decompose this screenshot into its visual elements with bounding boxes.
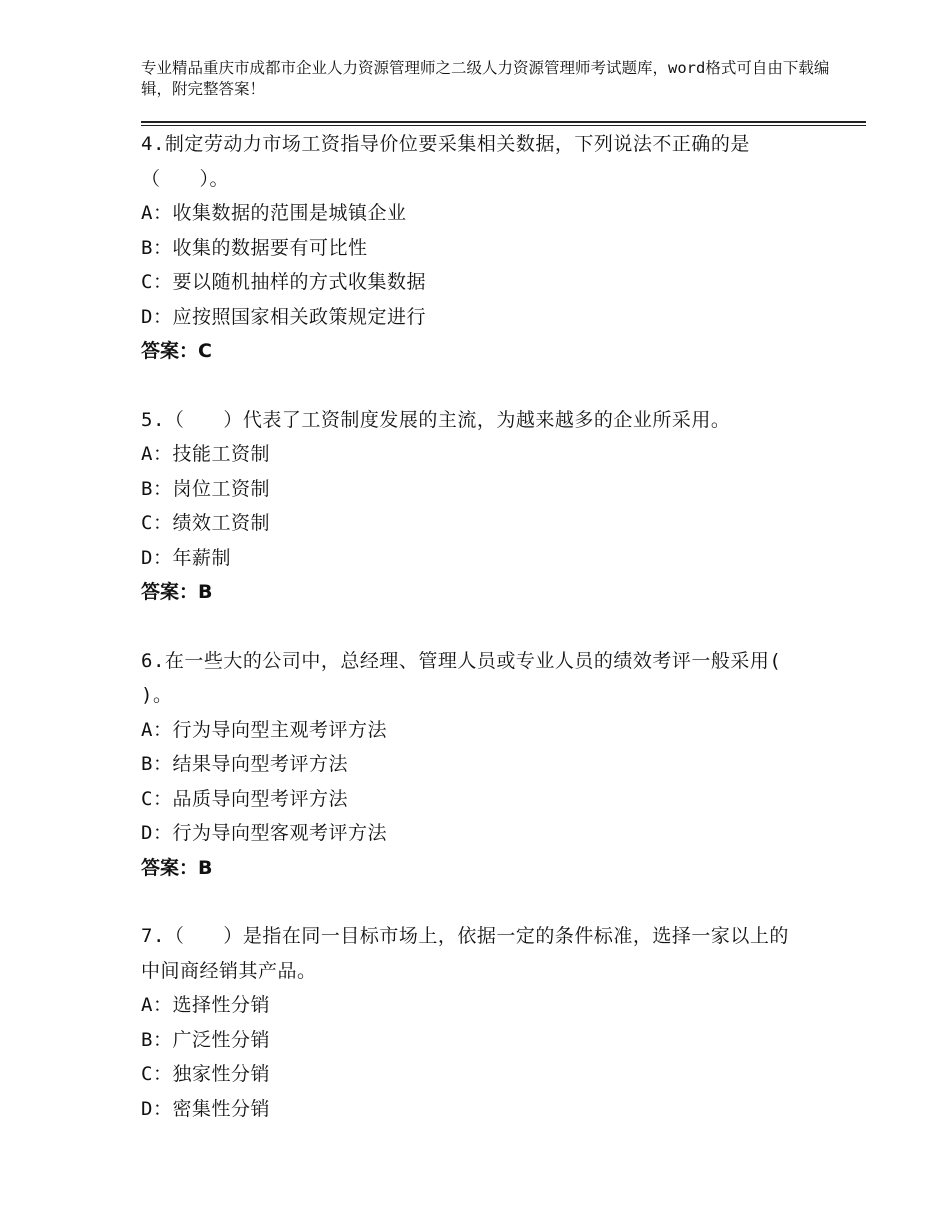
answer: 答案：C — [141, 340, 212, 362]
document-header: 专业精品重庆市成都市企业人力资源管理师之二级人力资源管理师考试题库，word格式可自由下载编辑，附完整答案！ — [141, 59, 830, 98]
question-text: 5.（ ）代表了工资制度发展的主流，为越来越多的企业所采用。 — [141, 408, 731, 431]
question-list — [141, 127, 866, 1126]
question-text: 4.制定劳动力市场工资指导价位要采集相关数据，下列说法不正确的是（ ）。 — [141, 133, 750, 190]
question-7 — [141, 919, 866, 1126]
option-c: C：品质导向型考评方法 — [141, 787, 348, 810]
option-a: A：收集数据的范围是城镇企业 — [141, 202, 407, 224]
option-d: D：行为导向型客观考评方法 — [141, 822, 387, 844]
header-rule-thin — [141, 125, 866, 126]
option-a: A：行为导向型主观考评方法 — [141, 718, 387, 741]
option-a: A：选择性分销 — [141, 994, 270, 1016]
option-c: C：绩效工资制 — [141, 512, 270, 534]
option-d: D：密集性分销 — [141, 1097, 270, 1120]
option-b: B：收集的数据要有可比性 — [141, 236, 368, 259]
option-d: D：应按照国家相关政策规定进行 — [141, 305, 426, 328]
header-rule-thick — [141, 121, 866, 123]
question-5 — [141, 403, 866, 610]
option-b: B：结果导向型考评方法 — [141, 753, 348, 775]
option-c: C：独家性分销 — [141, 1063, 270, 1085]
question-text: 6.在一些大的公司中，总经理、管理人员或专业人员的绩效考评一般采用( )。 — [141, 649, 782, 706]
question-6 — [141, 644, 866, 886]
option-c: C：要以随机抽样的方式收集数据 — [141, 271, 426, 293]
option-b: B：岗位工资制 — [141, 477, 270, 500]
option-d: D：年薪制 — [141, 546, 231, 569]
answer: 答案：B — [141, 581, 213, 603]
option-b: B：广泛性分销 — [141, 1028, 270, 1051]
question-4 — [141, 127, 866, 369]
option-a: A：技能工资制 — [141, 443, 270, 465]
answer: 答案：B — [141, 856, 213, 879]
question-text: 7.（ ）是指在同一目标市场上，依据一定的条件标准，选择一家以上的中间商经销其产品。 — [141, 925, 789, 982]
